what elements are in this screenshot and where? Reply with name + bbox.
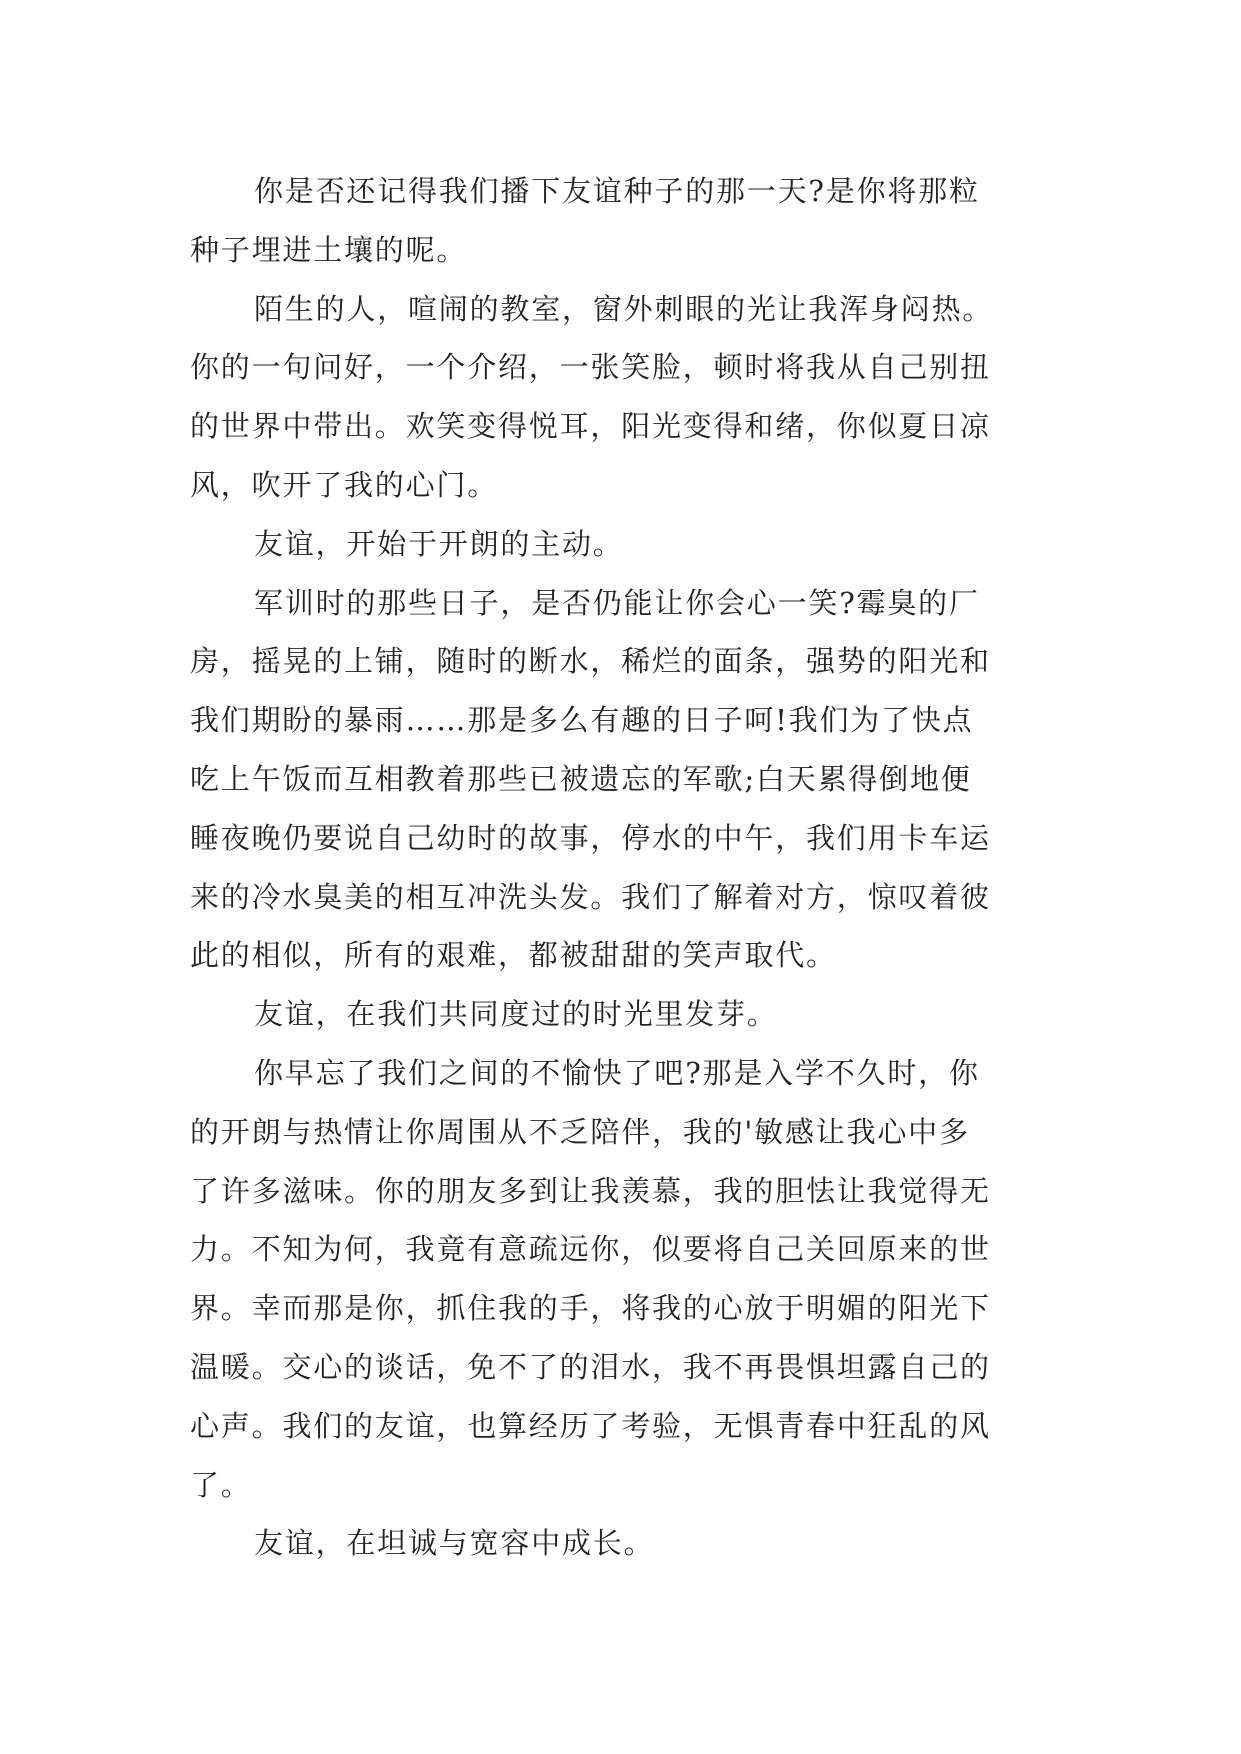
text-line: 友谊，在坦诚与宽容中成长。: [254, 1526, 655, 1561]
paragraph-7: [190, 1514, 1058, 1573]
text-line: 力。不知为何，我竟有意疏远你，似要将自己关回原来的世: [190, 1232, 991, 1267]
essay-body: [190, 162, 1058, 1573]
text-line: 你是否还记得我们播下友谊种子的那一天?是你将那粒: [254, 174, 980, 208]
paragraph-2: [190, 280, 1058, 515]
text-line: 了许多滋味。你的朋友多到让我羡慕，我的胆怯让我觉得无: [190, 1173, 991, 1208]
text-line: 的世界中带出。欢笑变得悦耳，阳光变得和绪，你似夏日凉: [190, 409, 991, 444]
text-line: 友谊，在我们共同度过的时光里发芽。: [254, 997, 778, 1032]
text-line: 此的相似，所有的艰难，都被甜甜的笑声取代。: [190, 938, 837, 973]
paragraph-5: [190, 985, 1058, 1044]
paragraph-6: [190, 1044, 1058, 1514]
paragraph-4: [190, 574, 1058, 986]
text-line: 风，吹开了我的心门。: [190, 467, 499, 502]
paragraph-3: [190, 515, 1058, 574]
text-line: 了。: [190, 1467, 252, 1502]
text-line: 睡夜晚仍要说自己幼时的故事，停水的中午，我们用卡车运: [190, 820, 991, 855]
text-line: 友谊，开始于开朗的主动。: [254, 526, 624, 561]
text-line: 来的冷水臭美的相互冲洗头发。我们了解着对方，惊叹着彼: [190, 879, 991, 914]
text-line: 房，摇晃的上铺，随时的断水，稀烂的面条，强势的阳光和: [190, 644, 991, 679]
text-line: 吃上午饭而互相教着那些已被遗忘的军歌;白天累得倒地便: [190, 761, 972, 796]
text-line: 你的一句问好，一个介绍，一张笑脸，顿时将我从自己别扭: [190, 350, 991, 385]
paragraph-1: [190, 162, 1058, 280]
text-line: 温暖。交心的谈话，免不了的泪水，我不再畏惧坦露自己的: [190, 1349, 991, 1384]
text-line: 你早忘了我们之间的不愉快了吧?那是入学不久时，你: [254, 1055, 980, 1090]
text-line: 我们期盼的暴雨……那是多么有趣的日子呵!我们为了快点: [190, 703, 974, 738]
text-line: 的开朗与热情让你周围从不乏陪伴，我的'敏感让我心中多: [190, 1114, 970, 1149]
text-line: 军训时的那些日子，是否仍能让你会心一笑?霉臭的厂: [254, 585, 980, 620]
text-line: 陌生的人，喧闹的教室，窗外刺眼的光让我浑身闷热。: [254, 291, 994, 326]
text-line: 界。幸而那是你，抓住我的手，将我的心放于明媚的阳光下: [190, 1291, 991, 1326]
text-line: 种子埋进土壤的呢。: [190, 232, 468, 267]
text-line: 心声。我们的友谊，也算经历了考验，无惧青春中狂乱的风: [190, 1408, 991, 1443]
